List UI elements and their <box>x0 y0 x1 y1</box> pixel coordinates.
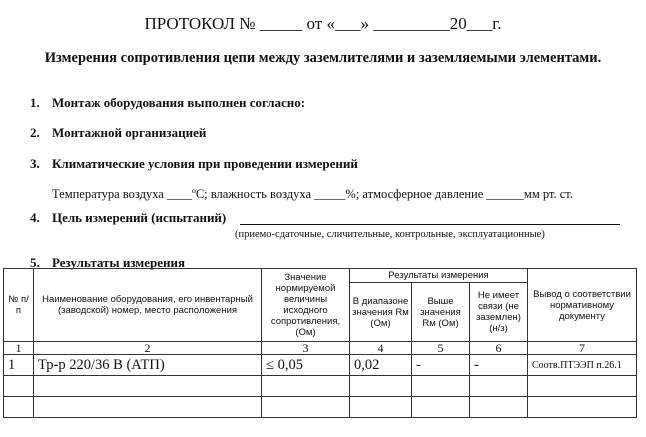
cell-in-range: 0,02 <box>350 355 412 376</box>
item-4 <box>30 210 226 226</box>
header-no-link: Не имеет связи (не заземлен) (н/з) <box>470 283 528 342</box>
item-label: Результаты измерения <box>52 255 186 270</box>
header-no: № п/п <box>4 269 34 342</box>
header-name: Наименование оборудования, его инвентарный (заводской) номер, место расположения <box>34 269 262 342</box>
header-norm: Значение нормируемой величины исходного сопротивления, (Ом) <box>262 269 350 342</box>
purpose-hint: (приемо-сдаточные, сличительные, контрольные, эксплуатационные) <box>235 229 545 240</box>
table-row-empty <box>4 376 637 397</box>
index-row <box>4 342 637 355</box>
item-label: Климатические условия при проведении измерений <box>52 156 358 171</box>
index-cell: 5 <box>412 342 470 355</box>
cell-conclusion: Соотв.ПТЭЭП п.26.1 <box>528 355 637 376</box>
index-cell: 3 <box>262 342 350 355</box>
cell-norm: ≤ 0,05 <box>262 355 350 376</box>
item-number: 1. <box>30 95 40 110</box>
protocol-subtitle: Измерения сопротивления цепи между заземлителями и заземляемыми элементами. <box>44 50 602 66</box>
item-number: 5. <box>30 255 40 270</box>
item-label: Монтажной организацией <box>52 125 207 140</box>
table-row <box>4 355 637 376</box>
index-cell: 2 <box>34 342 262 355</box>
cell-above: - <box>412 355 470 376</box>
table-header-row <box>4 269 637 283</box>
header-conclusion: Вывод о соответствии нормативному документу <box>528 269 637 342</box>
index-cell: 1 <box>4 342 34 355</box>
cell-no: 1 <box>4 355 34 376</box>
purpose-fill-line <box>240 224 620 225</box>
item-3 <box>30 156 358 172</box>
item-number: 3. <box>30 156 40 171</box>
item-2 <box>30 125 206 141</box>
index-cell: 4 <box>350 342 412 355</box>
item-number: 2. <box>30 125 40 140</box>
table-row-empty <box>4 397 637 418</box>
cell-no-link: - <box>470 355 528 376</box>
index-cell: 6 <box>470 342 528 355</box>
protocol-title: ПРОТОКОЛ № _____ от «___» _________20___г. <box>144 14 502 33</box>
header-above: Выше значения Rм (Ом) <box>412 283 470 342</box>
item-1 <box>30 95 305 111</box>
header-results-group: Результаты измерения <box>350 269 528 283</box>
header-in-range: В диапазоне значения Rм (Ом) <box>350 283 412 342</box>
results-table <box>3 268 637 418</box>
climate-line: Температура воздуха ____ºС; влажность воздуха _____%; атмосферное давление ______мм рт. ст. <box>52 187 573 201</box>
item-label: Цель измерений (испытаний) <box>52 210 227 225</box>
index-cell: 7 <box>528 342 637 355</box>
cell-name: Тр-р 220/36 В (АТП) <box>34 355 262 376</box>
item-label: Монтаж оборудования выполнен согласно: <box>52 95 306 110</box>
item-number: 4. <box>30 210 40 225</box>
